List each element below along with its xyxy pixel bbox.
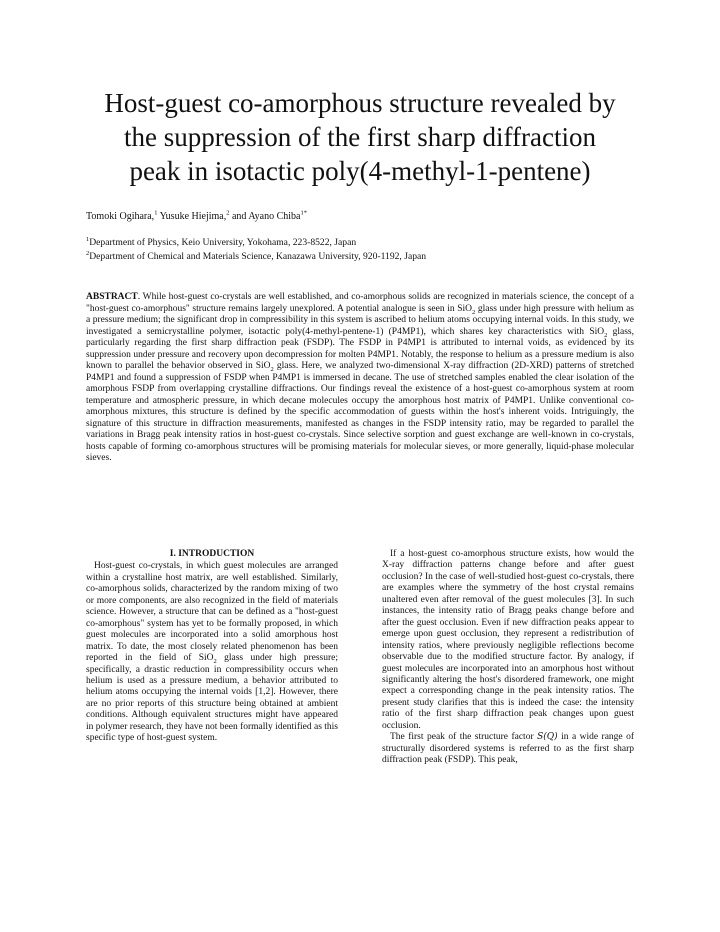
affiliation-list: [86, 236, 646, 264]
author-list: [86, 210, 646, 223]
title-line: Host-guest co-amorphous structure revealed by: [104, 88, 616, 118]
paper-title: [60, 86, 660, 188]
paragraph-text: If a host-guest co-amorphous structure exists, how would the X-ray diffraction patterns change before and after guest occlusion? In the case of well-studied host-guest co-crystals, there are examples where the symmetry of the host crystal remains unaltered even after removal of the guest molecules [3]. In such instances, the intensity ratio of Bragg peaks change before and after the guest occlusion. Even if new diffraction peaks appear to emerge upon guest occlusion, they represent a redistribution of intensity ratios, where previously negligible reflections become observable due to the modified structure factor. By analogy, if guest molecules are incorporated into an amorphous host without significantly altering the host's disordered framework, one might expect a corresponding change in the peak intensity ratios. The present study clarifies that this is indeed the case: the intensity ratio of the first sharp diffraction peak changes upon guest occlusion.: [382, 549, 634, 731]
affiliation-mark: 1: [86, 235, 90, 243]
subscript: 2: [213, 657, 217, 665]
affiliation-text: Department of Chemical and Materials Science, Kanazawa University, 920-1192, Japan: [89, 251, 427, 262]
abstract-text: . While host-guest co-crystals are well established, and co-amorphous solids are recognized in materials science, the concept of a "host-guest co-amorphous" structure remains largely unexplored. A potential analogue is seen in SiO: [86, 292, 634, 314]
affiliation-text: Department of Physics, Keio University, Yokohama, 223-8522, Japan: [89, 237, 357, 248]
section-heading: I. INTRODUCTION: [169, 549, 255, 559]
author-name: Yusuke Hiejima,: [157, 211, 227, 222]
abstract-label: ABSTRACT: [86, 292, 138, 302]
author-affiliation-mark: 2: [226, 209, 230, 217]
author-name: Tomoki Ogihara,: [86, 211, 155, 222]
math-expression: S(Q): [537, 732, 558, 743]
right-column: [382, 549, 634, 767]
paragraph: [382, 549, 634, 732]
author-affiliation-mark: 1*: [300, 209, 307, 217]
paragraph-text: in a wide range of structurally disordered systems is referred to as the first sharp diffraction peak (FSDP). This peak,: [382, 732, 634, 766]
author-affiliation-mark: 1: [154, 209, 158, 217]
title-line: peak in isotactic poly(4-methyl-1-pentene): [129, 156, 591, 186]
paragraph: [382, 732, 634, 766]
left-column: [86, 549, 338, 745]
author-name: and Ayano Chiba: [229, 211, 301, 222]
abstract-text: glass. Here, we analyzed two-dimensional X-ray diffraction (2D-XRD) patterns of stretched P4MP1 and found a suppression of FSDP when P4MP1 is immersed in decane. The use of stretched samples enabled the clear isolation of the amorphous FSDP from overlapping crystalline diffractions. Our findings reveal the existence of a host-guest co-amorphous system at room temperature and atmospheric pressure, in which decane molecules occupy the amorphous host matrix of P4MP1. Unlike conventional co-amorphous mixtures, this structure is defined by the specific accommodation of guests within the host's inherent voids. Intriguingly, the signature of this structure in diffraction measurements, manifested as changes in the FSDP intensity ratio, may be regarded to parallel the variations in Bragg peak intensity ratios in host-guest co-crystals. Since selective sorption and guest exchange are well-known in co-crystals, hosts capable of forming co-amorphous structures will be promising materials for molecular sieves, or more generally, liquid-phase molecular sieves.: [86, 361, 634, 463]
abstract: [86, 292, 634, 465]
subscript: 2: [604, 331, 608, 339]
paragraph-text: The first peak of the structure factor: [390, 732, 538, 743]
paragraph-text: glass under high pressure; specifically, a drastic reduction in compressibility occurs when helium is used as a pressure medium, a behavior attributed to helium atoms occupying the internal voids [1,2]. However, there are no prior reports of this structure being obtained at ambient conditions. Although equivalent structures might have appeared in polymer research, they have not been formally identified as this specific type of host-guest system.: [86, 653, 338, 744]
subscript: 2: [472, 308, 476, 316]
paragraph-text: Host-guest co-crystals, in which guest molecules are arranged within a crystalline host matrix, are well established. Similarly, co-amorphous solids, characterized by the random mixing of two or more components, are also recognized in the field of materials science. However, a structure that can be defined as a "host-guest co-amorphous" system has yet to be formally proposed, in which guest molecules are incorporated into a solid amorphous host matrix. To date, the most closely related phenomenon has been reported in the field of SiO: [86, 561, 338, 664]
title-line: the suppression of the first sharp diffraction: [124, 122, 596, 152]
abstract-text: glass under high pressure with helium as a pressure medium; the significant drop in compressibility in this system is ascribed to helium atoms occupying internal voids. In this study, we investigated a semicrystalline polymer, isotactic poly(4-methyl-pentene-1) (P4MP1), which shares key characteristics with SiO: [86, 303, 634, 337]
paragraph: [86, 561, 338, 744]
affiliation: [86, 250, 646, 264]
subscript: 2: [270, 365, 274, 373]
affiliation: [86, 236, 646, 250]
abstract-text: glass, particularly regarding the first sharp diffraction peak (FSDP). The FSDP in P4MP1 is attributed to internal voids, as evidenced by its suppression under pressure and recovery upon decompression for molten P4MP1. Notably, the response to helium as a pressure medium is also known to parallel the behavior observed in SiO: [86, 326, 634, 371]
affiliation-mark: 2: [86, 249, 90, 257]
